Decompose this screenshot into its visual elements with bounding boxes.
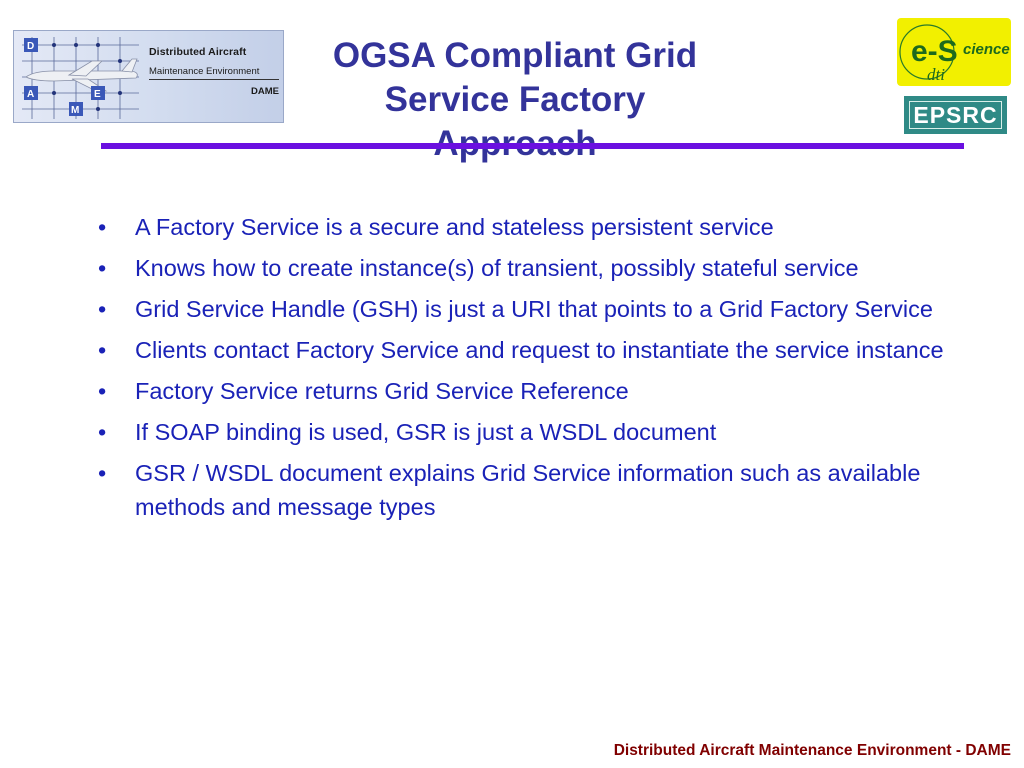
dame-logo <box>13 30 284 123</box>
epsrc-logo-text: EPSRC <box>909 101 1001 129</box>
escience-dti: dti <box>927 65 945 84</box>
letter-a: A <box>27 89 35 100</box>
epsrc-logo <box>904 96 1007 134</box>
dame-logo-line2: Maintenance Environment <box>149 66 279 80</box>
dame-logo-line1: Distributed Aircraft <box>149 46 247 58</box>
title-divider <box>101 143 964 149</box>
slide-title-line1: OGSA Compliant Grid <box>332 36 698 75</box>
escience-logo <box>897 18 1011 86</box>
dame-logo-line3: DAME <box>251 86 279 97</box>
dame-logo-text <box>149 46 279 97</box>
bullet-item: • Factory Service returns Grid Service Reference <box>98 374 948 408</box>
dame-grid-graphic <box>14 31 149 124</box>
slide-footer: Distributed Aircraft Maintenance Environment - DAME <box>613 742 1011 759</box>
bullet-item: • Grid Service Handle (GSH) is just a URI that points to a Grid Factory Service <box>98 292 948 326</box>
aircraft-icon <box>26 59 137 91</box>
letter-d: D <box>27 41 35 52</box>
bullet-item: • A Factory Service is a secure and stateless persistent service <box>98 210 948 244</box>
letter-e: E <box>94 89 101 100</box>
escience-main: e-S <box>911 35 958 68</box>
letter-m: M <box>71 105 80 116</box>
escience-suffix: cience <box>963 41 1010 58</box>
bullet-item: • Clients contact Factory Service and request to instantiate the service instance <box>98 333 948 367</box>
bullet-item: • If SOAP binding is used, GSR is just a WSDL document <box>98 415 948 449</box>
bullet-item: • GSR / WSDL document explains Grid Service information such as available methods and message types <box>98 456 948 524</box>
bullet-item: • Knows how to create instance(s) of transient, possibly stateful service <box>98 251 948 285</box>
slide-title-line2: Service Factory <box>384 80 646 119</box>
bullet-list <box>98 210 948 531</box>
